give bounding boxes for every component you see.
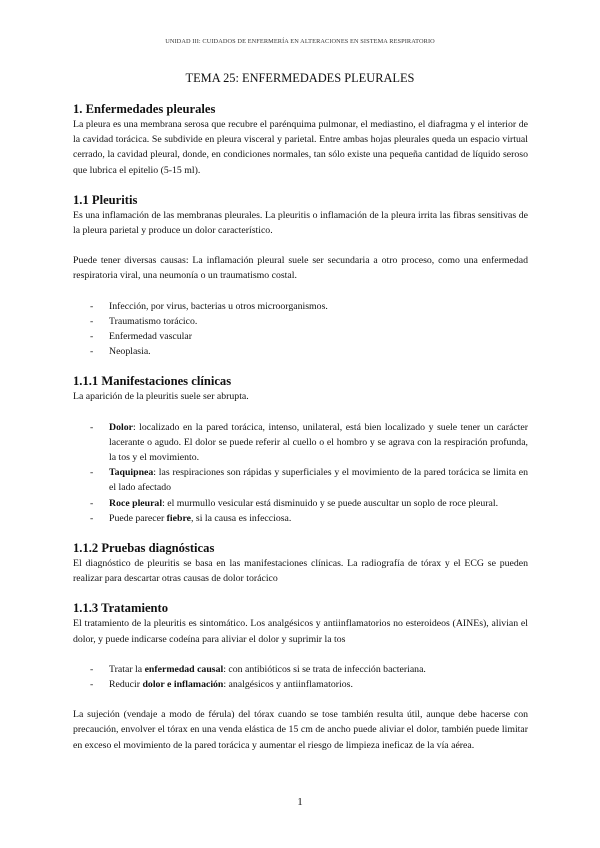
list-item xyxy=(73,662,528,677)
causes-list xyxy=(73,299,528,360)
list-item-text: Tratar la xyxy=(109,663,145,675)
list-item-term: fiebre xyxy=(166,512,191,524)
list-item-text: Puede parecer xyxy=(109,512,167,524)
list-item-text: : con antibióticos si se trata de infección bacteriana. xyxy=(223,663,426,675)
list-item: - Neoplasia. xyxy=(73,344,528,359)
paragraph: El tratamiento de la pleuritis es sintomático. Los analgésicos y antiinflamatorios no esteroideos (AINEs), alivian el dolor, y puede indicarse codeína para aliviar el dolor y suprimir la tos xyxy=(73,618,528,645)
section-heading-enfermedades-pleurales: 1. Enfermedades pleurales xyxy=(73,102,216,116)
list-item-text: : analgésicos y antiinflamatorios. xyxy=(223,679,353,691)
list-item-text: : localizado en la pared torácica, intenso, unilateral, está bien localizado y suele tener un carácter lacerante o agudo. El dolor se puede referir al cuello o el hombro y se agrava con la respiración profunda, la tos y el movimiento. xyxy=(109,421,528,464)
list-item xyxy=(73,420,528,466)
list-item-term: Dolor xyxy=(109,421,133,433)
paragraph: Puede tener diversas causas: La inflamación pleural suele ser secundaria a otro proceso, como una enfermedad respiratoria viral, una neumonía o un traumatismo costal. xyxy=(73,255,528,282)
section-heading-tratamiento: 1.1.3 Tratamiento xyxy=(73,601,169,616)
section-heading-manifestaciones-clinicas: 1.1.1 Manifestaciones clínicas xyxy=(73,374,232,389)
list-item xyxy=(73,511,528,526)
list-item-term: Roce pleural xyxy=(109,497,163,509)
list-item-term: Taquipnea xyxy=(109,467,154,479)
page-header: UNIDAD III: CUIDADOS DE ENFERMERÍA EN ALTERACIONES EN SISTEMA RESPIRATORIO xyxy=(165,38,435,45)
list-item-text: , si la causa es infecciosa. xyxy=(190,512,292,524)
list-item: - Traumatismo torácico. xyxy=(73,314,528,329)
section-heading-pruebas-diagnosticas: 1.1.2 Pruebas diagnósticas xyxy=(73,541,215,556)
document-body xyxy=(73,101,528,753)
treatment-list xyxy=(73,662,528,692)
paragraph: Es una inflamación de las membranas pleurales. La pleuritis o inflamación de la pleura irrita las fibras sensitivas de la pleura parietal y produce un dolor característico. xyxy=(73,209,528,237)
paragraph: El diagnóstico de pleuritis se basa en las manifestaciones clínicas. La radiografía de tórax y el ECG se pueden realizar para descartar otras causas de dolor torácico xyxy=(73,558,528,585)
list-item: - Infección, por virus, bacterias u otros microorganismos. xyxy=(73,299,528,314)
manifestations-list xyxy=(73,420,528,526)
page-title: TEMA 25: ENFERMEDADES PLEURALES xyxy=(185,71,415,85)
list-item xyxy=(73,496,528,511)
list-item: - Enfermedad vascular xyxy=(73,329,528,344)
list-item-term: enfermedad causal xyxy=(144,663,224,675)
list-item-term: dolor e inflamación xyxy=(142,679,224,691)
section-heading-pleuritis: 1.1 Pleuritis xyxy=(73,192,138,207)
paragraph: La pleura es una membrana serosa que recubre el parénquima pulmonar, el mediastino, el diafragma y el interior de la cavidad torácica. Se subdivide en pleura visceral y parietal. Entre ambas hojas pleurales queda un espacio virtual cerrado, la cavidad pleural, donde, en condiciones normales, tan sólo existe una pequeña cantidad de líquido seroso que lubrica el epitelio (5-15 ml). xyxy=(73,119,528,176)
page-number: 1 xyxy=(297,796,303,808)
paragraph: La aparición de la pleuritis suele ser abrupta. xyxy=(73,391,249,403)
list-item xyxy=(73,677,528,692)
paragraph: La sujeción (vendaje a modo de férula) del tórax cuando se tose también resulta útil, aunque debe hacerse con precaución, envolver el tórax en una venda elástica de 15 cm de ancho puede aliviar el dolor, también puede limitar en exceso el movimiento de la pared torácica y aumentar el riesgo de limpieza ineficaz de la vía aérea. xyxy=(73,709,528,751)
list-item-text: Reducir xyxy=(109,679,143,691)
list-item-text: : el murmullo vesicular está disminuido y se puede auscultar un soplo de roce pleural. xyxy=(162,497,499,509)
list-item xyxy=(73,465,528,495)
list-item-text: : las respiraciones son rápidas y superficiales y el movimiento de la pared torácica se limita en el lado afectado xyxy=(109,467,528,494)
